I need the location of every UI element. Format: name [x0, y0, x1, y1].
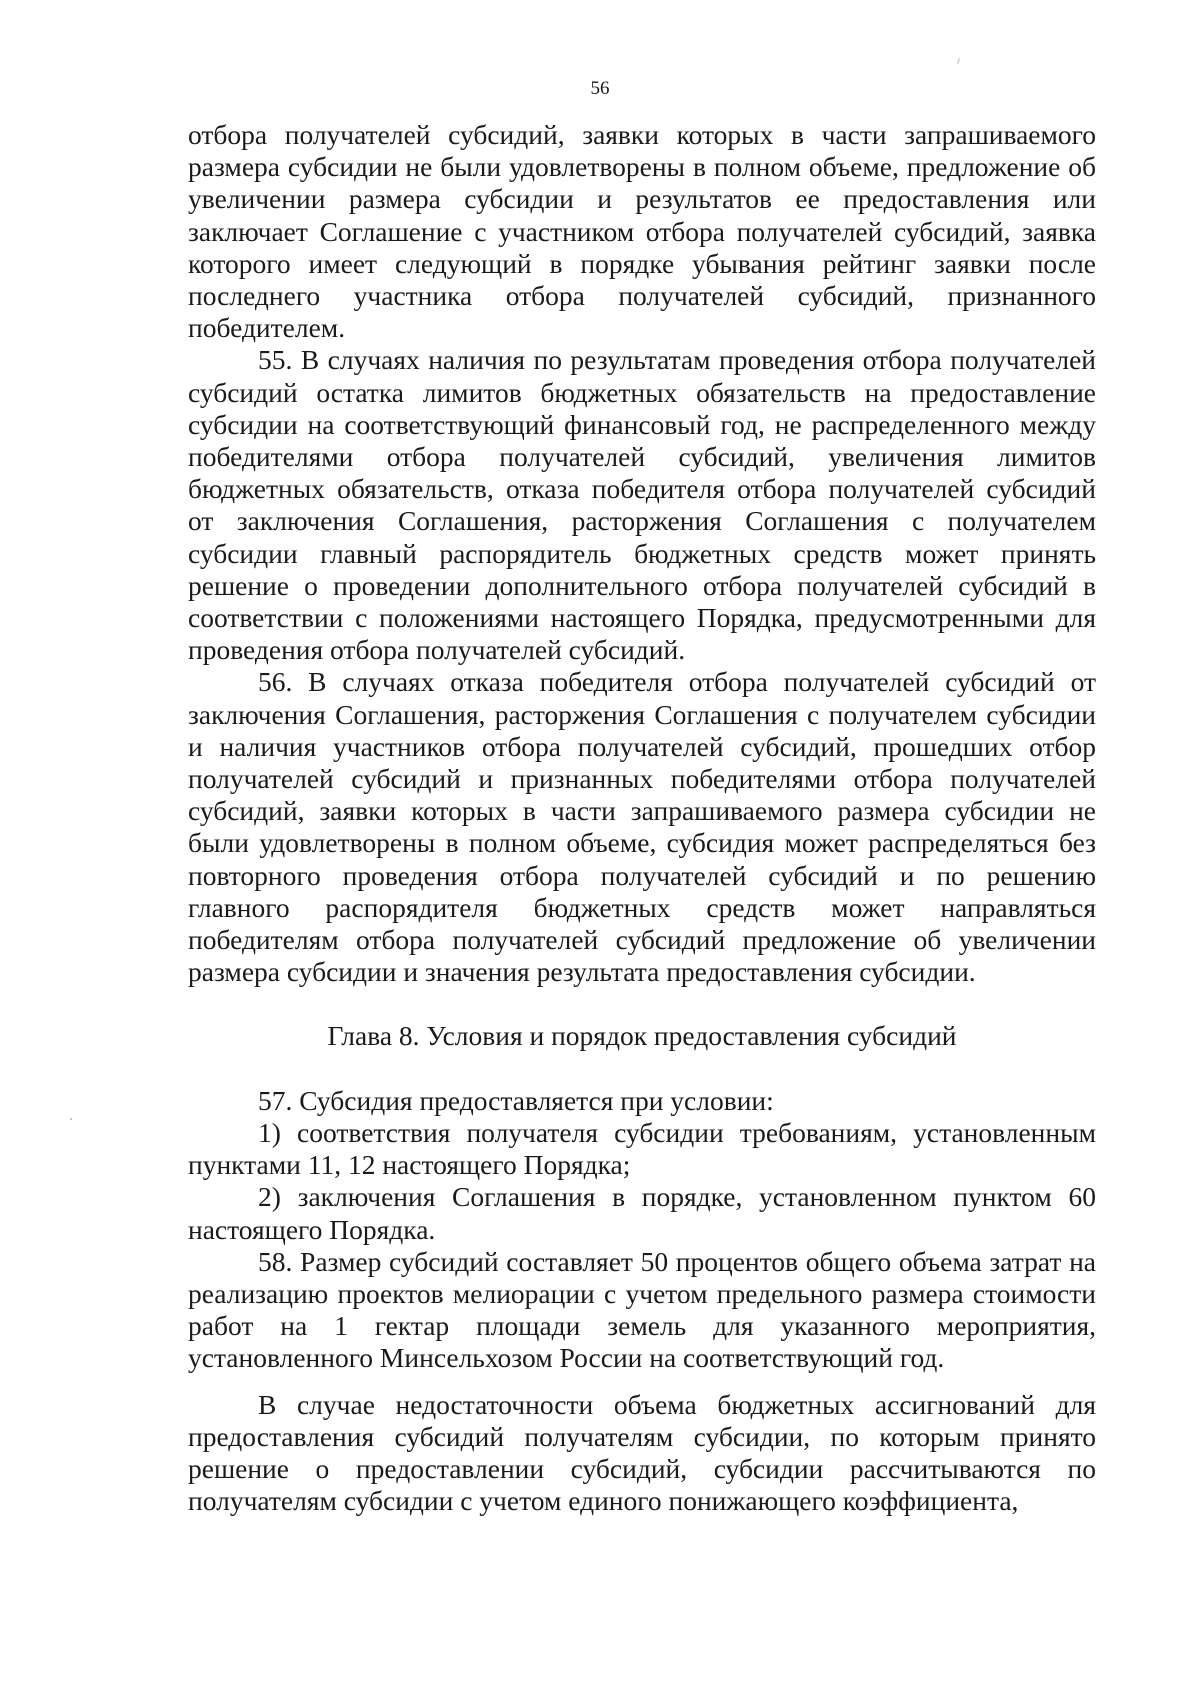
page-number: 56 — [590, 78, 610, 99]
paragraph-item-55: 55. В случаях наличия по результатам проведения отбора получателей субсидий остатка лимитов бюджетных обязательств на предоставление субсидии на соответствующий финансовый год, не распределенного между победителями отбора получателей субсидий, увеличения лимитов бюджетных обязательств, отказа победителя отбора получателей субсидий от заключения Соглашения, расторжения Соглашения с получателем субсидии главный распорядитель бюджетных средств может принять решение о проведении дополнительного отбора получателей субсидий в соответствии с положениями настоящего Порядка, предусмотренными для проведения отбора получателей субсидий. — [188, 344, 1096, 666]
document-body — [188, 119, 1096, 1517]
paragraph-item-57: 57. Субсидия предоставляется при условии: — [258, 1084, 774, 1116]
paragraph-item-57-2: 2) заключения Соглашения в порядке, установленном пунктом 60 настоящего Порядка. — [188, 1181, 1096, 1245]
scan-speck — [70, 1118, 72, 1120]
paragraph-item-56: 56. В случаях отказа победителя отбора получателей субсидий от заключения Соглашения, расторжения Соглашения с получателем субсидии и наличия участников отбора получателей субсидий, прошедших отбор получателей субсидий и признанных победителями отбора получателей субсидий, заявки которых в части запрашиваемого размера субсидии не были удовлетворены в полном объеме, субсидия может распределяться без повторного проведения отбора получателей субсидий и по решению главного распорядителя бюджетных средств может направляться победителям отбора получателей субсидий предложение об увеличении размера субсидии и значения результата предоставления субсидии. — [188, 666, 1096, 988]
paragraph-continuation: отбора получателей субсидий, заявки которых в части запрашиваемого размера субсидии не были удовлетворены в полном объеме, предложение об увеличении размера субсидии и результатов ее предоставления или заключает Соглашение с участником отбора получателей субсидий, заявка которого имеет следующий в порядке убывания рейтинг заявки после последнего участника отбора получателей субсидий, признанного победителем. — [188, 119, 1096, 344]
scan-speck — [957, 58, 960, 64]
paragraph-item-57-1: 1) соответствия получателя субсидии требованиям, установленным пунктами 11, 12 настоящего Порядка; — [188, 1116, 1096, 1181]
paragraph-item-58-cont: В случае недостаточности объема бюджетных ассигнований для предоставления субсидий получателям субсидии, по которым принято решение о предоставлении субсидий, субсидии рассчитываются по получателям субсидии с учетом единого понижающего коэффициента, — [188, 1388, 1096, 1517]
paragraph-item-58: 58. Размер субсидий составляет 50 процентов общего объема затрат на реализацию проектов мелиорации с учетом предельного размера стоимости работ на 1 гектар площади земель для указанного мероприятия, установленного Минсельхозом России на соответствующий год. — [188, 1245, 1096, 1374]
chapter-heading: Глава 8. Условия и порядок предоставления субсидий — [327, 1020, 957, 1052]
